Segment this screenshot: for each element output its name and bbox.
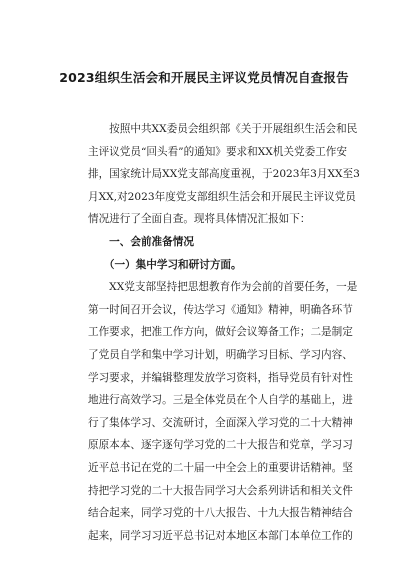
document-body <box>88 118 360 547</box>
subsection-heading: （一）集中学习和研讨方面。 <box>88 258 242 271</box>
paragraph-line: 按照中共XX委员会组织部《关于开展组织生活会和民 <box>88 123 358 135</box>
paragraph-line: 第一时间召开会议，传达学习《通知》精神，明确各环节 <box>88 303 353 316</box>
paragraph-line: 了党员自学和集中学习计划，明确学习目标、学习内容、 <box>88 348 353 361</box>
document-title: 2023组织生活会和开展民主评议党员情况自查报告 <box>59 70 349 85</box>
paragraph-line: 学习要求，并编辑整理发放学习资料，指导党员有针对性 <box>88 371 353 384</box>
paragraph-line: 地进行高效学习。三是全体党员在个人自学的基础上，进 <box>88 394 353 407</box>
paragraph-line: 情况进行了全面自查。现将具体情况汇报如下： <box>88 213 311 226</box>
paragraph-line: 主评议党员“回头看”的通知》要求和XX机关党委工作安 <box>88 145 347 158</box>
section-heading: 一、会前准备情况 <box>88 235 194 248</box>
paragraph-line: 排，国家统计局XX党支部高度重视，于2023年3月XX至3 <box>88 168 360 181</box>
paragraph-line: 结合起来，同学习党的十八大报告、十九大报告精神结合 <box>88 507 353 520</box>
paragraph-line: 近平总书记在党的二十届一中全会上的重要讲话精神。坚 <box>88 461 353 474</box>
paragraph-line: XX党支部坚持把思想教育作为会前的首要任务，一是 <box>88 281 358 294</box>
paragraph-line: 工作要求，把准工作方向，做好会议筹备工作；二是制定 <box>88 326 353 339</box>
paragraph-line: 起来，同学习习近平总书记对本地区本部门本单位工作的 <box>88 529 353 542</box>
paragraph-line: 持把学习党的二十大报告同学习大会系列讲话和相关文件 <box>88 484 353 497</box>
paragraph-line: 月XX,对2023年度党支部组织生活会和开展民主评议党员 <box>88 190 356 203</box>
paragraph-line: 原原本本、逐字逐句学习党的二十大报告和党章，学习习 <box>88 439 353 452</box>
paragraph-line: 行了集体学习、交流研讨，全面深入学习党的二十大精神 <box>88 416 353 429</box>
